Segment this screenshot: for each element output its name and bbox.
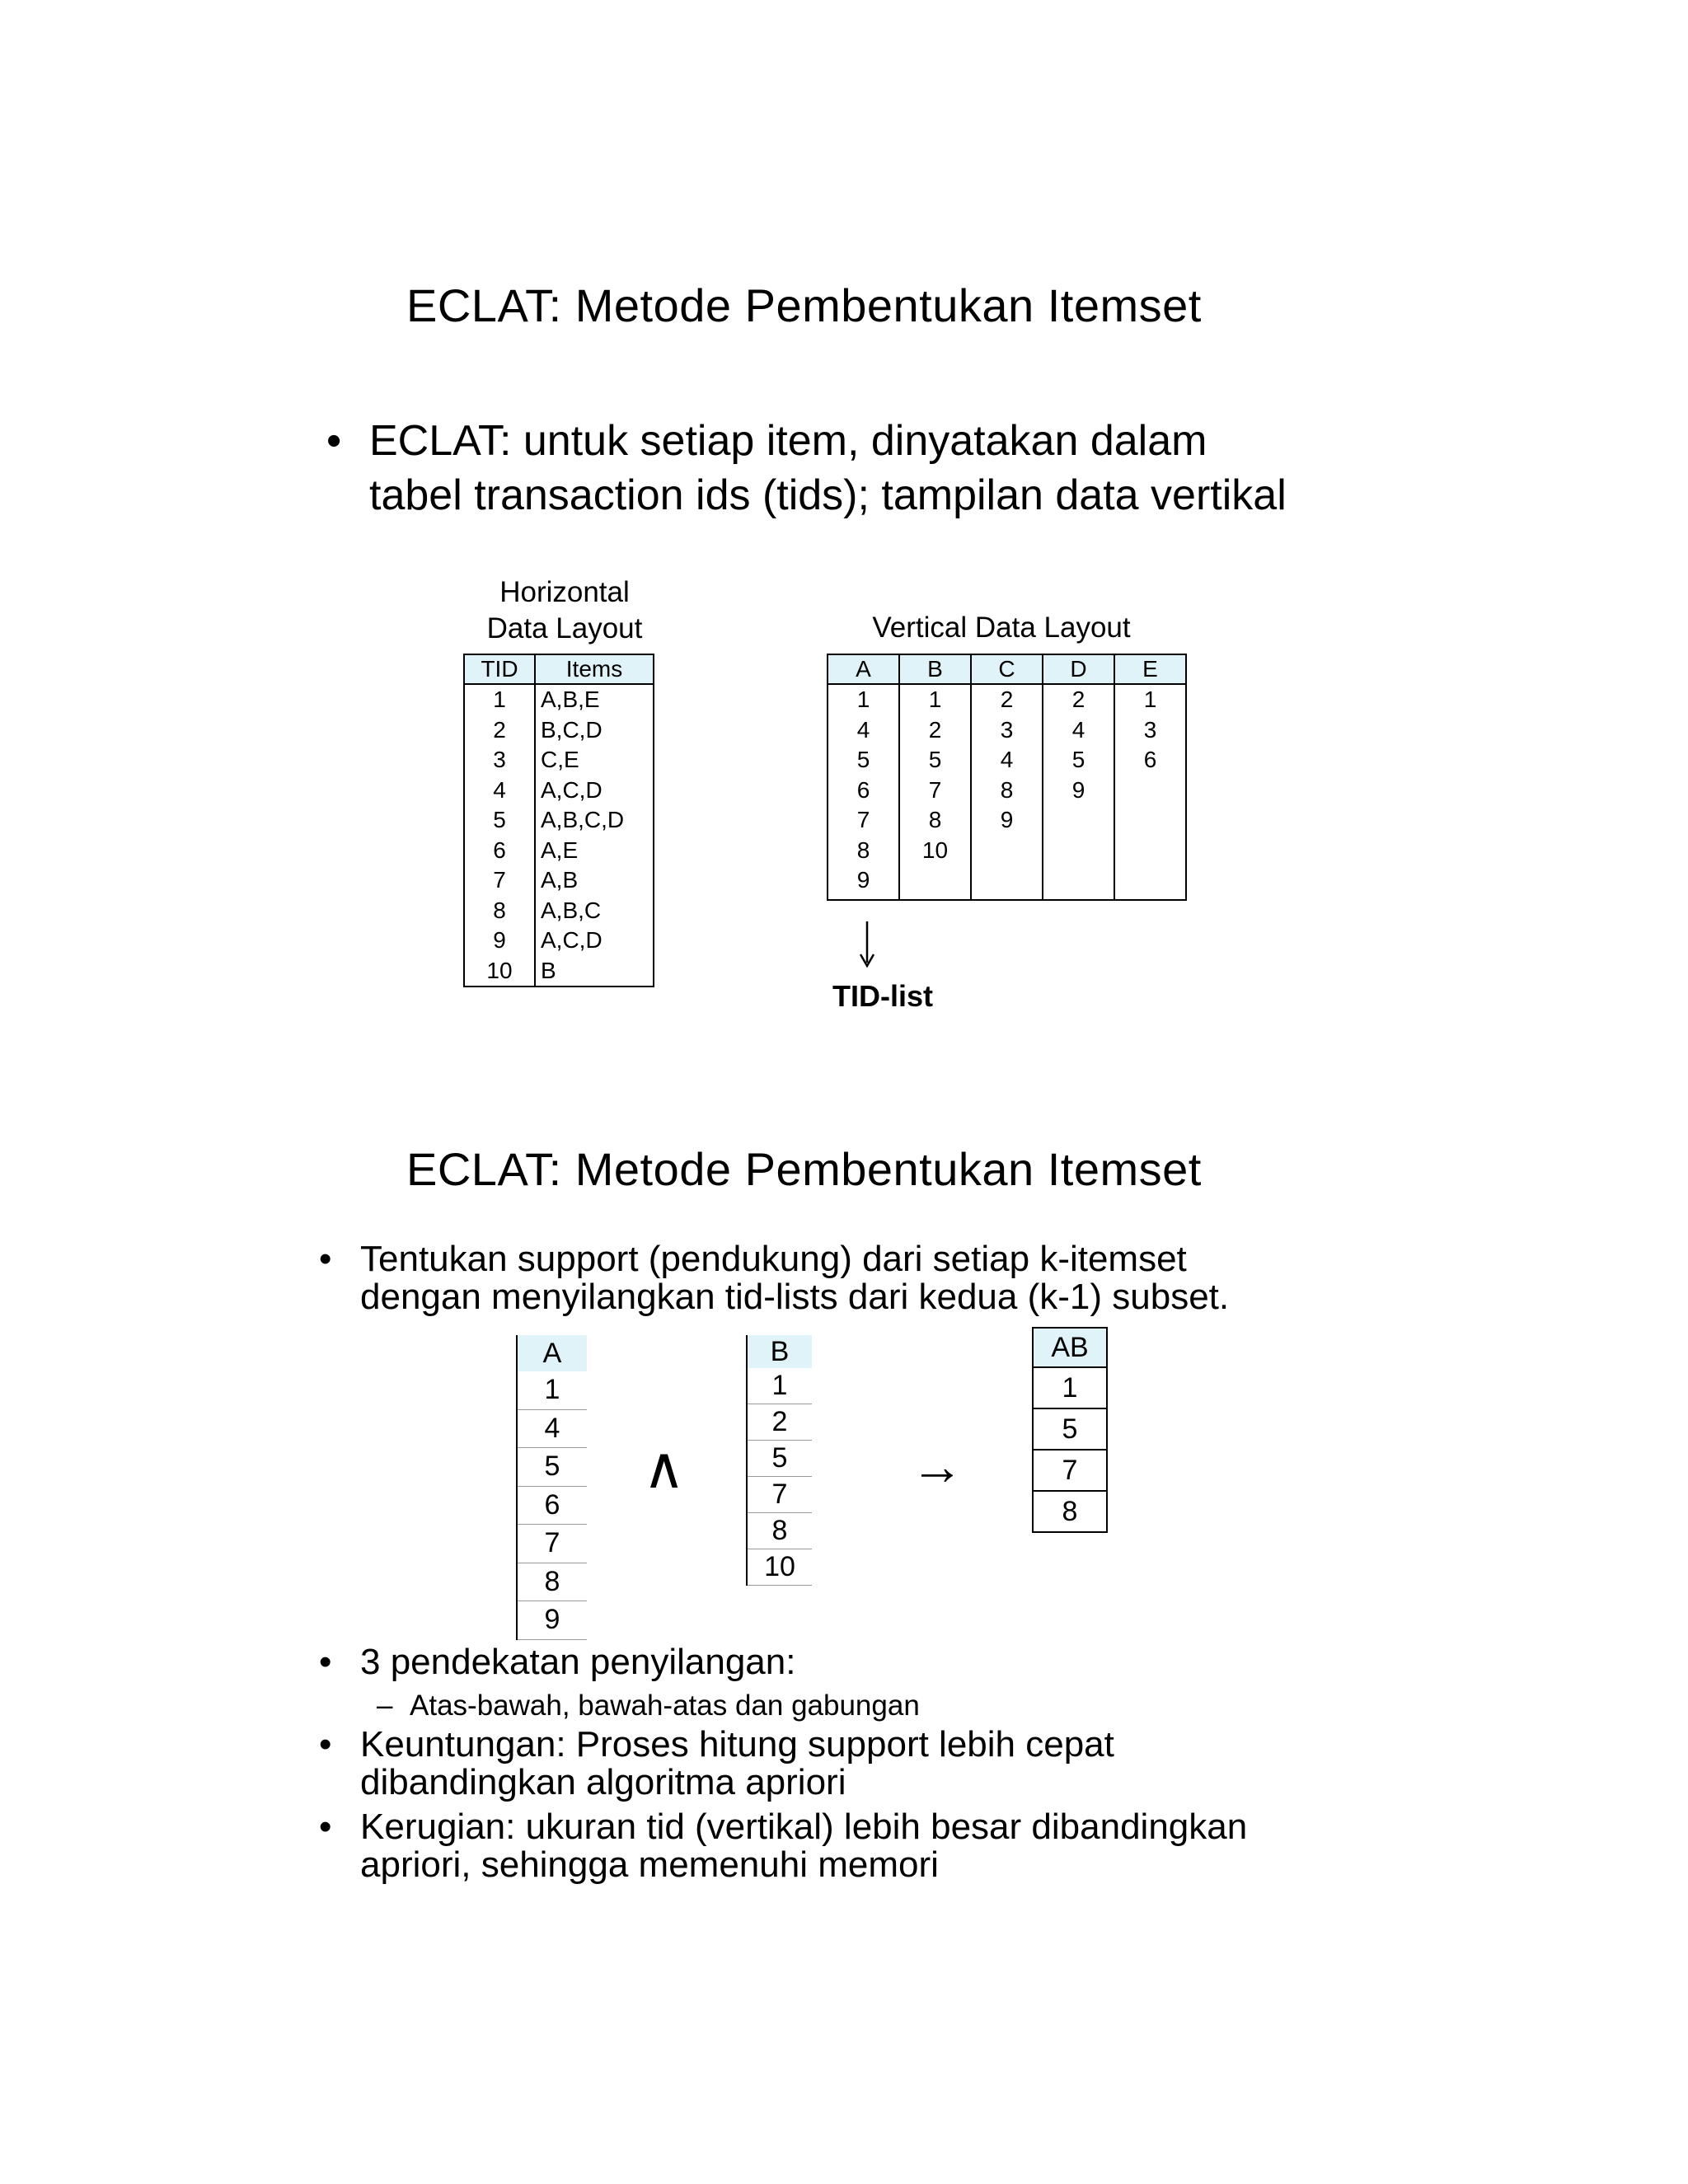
tid-cell: 1: [464, 684, 535, 715]
tid-value: 1: [1033, 1367, 1107, 1408]
tid-value: 7: [517, 1525, 587, 1563]
tid-cell: 5: [928, 747, 942, 772]
tid-value: 8: [747, 1513, 812, 1549]
horizontal-data-table: [463, 654, 654, 987]
tid-column-b: [899, 684, 971, 900]
slide2-sub-bullet-text: Atas-bawah, bawah-atas dan gabungan: [410, 1690, 920, 1722]
table-row: [464, 956, 654, 987]
tid-cell: 10: [921, 837, 949, 863]
tid-value: 8: [517, 1563, 587, 1601]
table-row: [464, 745, 654, 776]
items-cell: A,B,C: [535, 896, 654, 926]
tid-list-a-header: A: [517, 1335, 587, 1371]
intersect-symbol: ∧: [643, 1436, 686, 1500]
tid-value: 5: [517, 1448, 587, 1487]
tid-cell: 8: [464, 896, 535, 926]
list-item: [517, 1409, 587, 1448]
items-cell: A,B,E: [535, 684, 654, 715]
tid-cell: 2: [464, 715, 535, 746]
tid-cell: 6: [856, 776, 870, 803]
tid-cell: 9: [1000, 807, 1014, 832]
list-item: [517, 1448, 587, 1487]
tid-value: 5: [1033, 1408, 1107, 1450]
list-item: [747, 1404, 812, 1441]
right-arrow-icon: →: [911, 1436, 964, 1496]
table-row: [464, 684, 654, 715]
tid-cell: 3: [464, 745, 535, 776]
horizontal-caption-line2: Data Layout: [486, 612, 643, 644]
slide1-bullet: [326, 414, 1287, 523]
horizontal-caption-line1: Horizontal: [499, 576, 630, 608]
tid-cell: 1: [856, 687, 870, 712]
list-item: [1033, 1491, 1107, 1532]
tid-cell: 6: [1143, 747, 1157, 772]
list-item: [517, 1601, 587, 1640]
sub-bullet-dash: –: [377, 1690, 393, 1722]
slide2-title: ECLAT: Metode Pembentukan Itemset: [406, 1143, 1202, 1195]
slide2-bullet2: [319, 1642, 796, 1682]
tid-cell: 2: [928, 716, 942, 743]
list-item: [747, 1441, 812, 1477]
tid-cell: 10: [464, 956, 535, 987]
tid-cell: 2: [1000, 687, 1014, 712]
items-cell: B,C,D: [535, 715, 654, 746]
header-tid: TID: [464, 654, 535, 684]
tid-cell: 7: [856, 807, 870, 832]
bullet-dot: •: [319, 1807, 332, 1847]
horizontal-layout-caption: [462, 574, 668, 647]
items-cell: A,E: [535, 836, 654, 866]
tid-cell: 5: [856, 747, 870, 772]
table-header-row: [464, 654, 654, 684]
tid-cell: 9: [1071, 776, 1085, 803]
header-items: Items: [535, 654, 654, 684]
table-row: [464, 865, 654, 896]
items-cell: A,C,D: [535, 776, 654, 806]
table-row: [464, 926, 654, 956]
tid-cell: 1: [928, 687, 942, 712]
slide2-bullet1: [319, 1239, 1230, 1317]
slide2-bullet3: [319, 1724, 1114, 1802]
tid-cell: 9: [464, 926, 535, 956]
list-item: [747, 1549, 812, 1586]
bullet-dot: •: [319, 1239, 332, 1279]
tid-cell: 5: [464, 805, 535, 836]
bullet-dot: •: [319, 1724, 332, 1765]
list-item: [1033, 1408, 1107, 1450]
list-item: [747, 1477, 812, 1513]
tid-cell: 7: [928, 776, 942, 803]
slide2-bullet1-line2: dengan menyilangkan tid-lists dari kedua (k-1) subset.: [360, 1277, 1230, 1317]
tid-list-ab: [1032, 1327, 1108, 1533]
tid-cell: 3: [1143, 716, 1157, 743]
tid-cell: 2: [1071, 687, 1085, 712]
slide2-bullet4-line1: Kerugian: ukuran tid (vertikal) lebih besar dibandingkan: [360, 1807, 1248, 1847]
vertical-data-table: [827, 654, 1187, 901]
list-item: [517, 1525, 587, 1563]
header-d: D: [1043, 654, 1114, 684]
tid-column-c: [971, 684, 1043, 900]
slide2-bullet4-line2: apriori, sehingga memenuhi memori: [360, 1844, 939, 1885]
tid-cell: 4: [464, 776, 535, 806]
table-row: [464, 805, 654, 836]
list-item: [1033, 1450, 1107, 1491]
tid-cell: 8: [928, 807, 942, 832]
bullet-dot: •: [319, 1642, 332, 1682]
tid-cell: 5: [1071, 747, 1085, 772]
bullet-dot: •: [326, 417, 342, 465]
tid-cell: 4: [1000, 747, 1014, 772]
tid-cell: 1: [1143, 687, 1157, 712]
tid-value: 4: [517, 1409, 587, 1448]
items-cell: A,B,C,D: [535, 805, 654, 836]
slide1-bullet-line1: ECLAT: untuk setiap item, dinyatakan dalam: [369, 417, 1207, 465]
tid-list-b-header: B: [747, 1335, 812, 1368]
tid-list-ab-header: AB: [1033, 1328, 1107, 1367]
tid-list-label: TID-list: [832, 979, 933, 1013]
table-row: [464, 776, 654, 806]
tid-column-a: [828, 684, 899, 900]
list-item: [517, 1371, 587, 1409]
slide2-sub-bullet: [377, 1690, 920, 1722]
arrow-down-icon: [855, 920, 879, 969]
slide2-bullet3-line1: Keuntungan: Proses hitung support lebih cepat: [360, 1724, 1114, 1765]
tid-cell: 8: [1000, 776, 1014, 803]
tid-cell: 4: [1071, 716, 1085, 743]
tid-column-e: [1114, 684, 1186, 900]
slide2-bullet3-line2: dibandingkan algoritma apriori: [360, 1762, 846, 1802]
items-cell: A,C,D: [535, 926, 654, 956]
table-row: [828, 684, 1186, 900]
header-c: C: [971, 654, 1043, 684]
tid-list-b: [746, 1335, 812, 1586]
slide2-bullet1-line1: Tentukan support (pendukung) dari setiap k-itemset: [360, 1239, 1187, 1279]
slide2-bullet4: [319, 1807, 1248, 1885]
tid-value: 7: [747, 1477, 812, 1513]
header-a: A: [828, 654, 899, 684]
table-header-row: [828, 654, 1186, 684]
table-row: [464, 836, 654, 866]
tid-cell: 4: [856, 716, 870, 743]
tid-value: 1: [747, 1368, 812, 1404]
tid-cell: 3: [1000, 716, 1014, 743]
list-item: [747, 1513, 812, 1549]
header-e: E: [1114, 654, 1186, 684]
header-b: B: [899, 654, 971, 684]
items-cell: C,E: [535, 745, 654, 776]
slide1-title: ECLAT: Metode Pembentukan Itemset: [406, 279, 1202, 331]
list-item: [1033, 1367, 1107, 1408]
list-item: [747, 1368, 812, 1404]
tid-value: 6: [517, 1486, 587, 1525]
slide1-bullet-line2: tabel transaction ids (tids); tampilan data vertikal: [369, 471, 1287, 519]
tid-value: 7: [1033, 1450, 1107, 1491]
items-cell: B: [535, 956, 654, 987]
tid-value: 1: [517, 1371, 587, 1409]
tid-value: 5: [747, 1441, 812, 1477]
tid-cell: 8: [856, 837, 870, 863]
slide2-bullet2-text: 3 pendekatan penyilangan:: [360, 1642, 796, 1682]
tid-value: 8: [1033, 1491, 1107, 1532]
tid-column-d: [1043, 684, 1114, 900]
table-row: [464, 715, 654, 746]
list-item: [517, 1486, 587, 1525]
items-cell: A,B: [535, 865, 654, 896]
tid-cell: 6: [464, 836, 535, 866]
tid-value: 9: [517, 1601, 587, 1640]
tid-value: 10: [747, 1549, 812, 1586]
tid-cell: 7: [464, 865, 535, 896]
tid-cell: 9: [856, 867, 870, 893]
tid-list-a: [516, 1335, 587, 1640]
list-item: [517, 1563, 587, 1601]
table-row: [464, 896, 654, 926]
tid-value: 2: [747, 1404, 812, 1441]
vertical-layout-caption: Vertical Data Layout: [872, 612, 1131, 644]
